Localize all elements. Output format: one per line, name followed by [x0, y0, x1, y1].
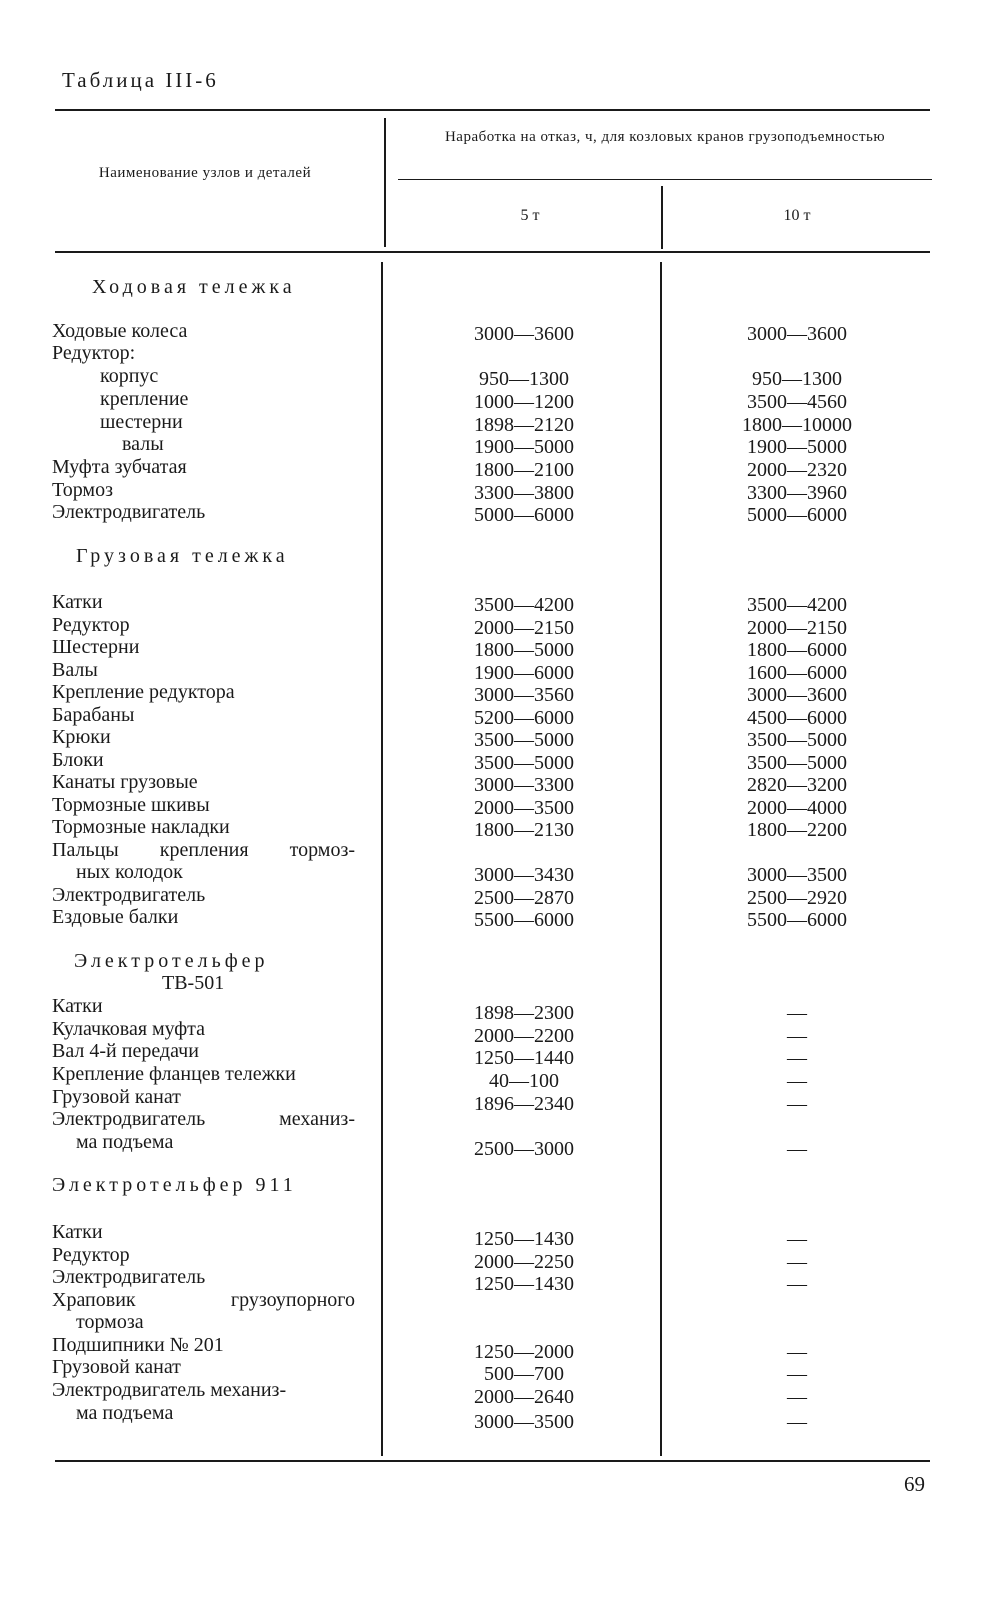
- value-5t: 3500—4200: [474, 594, 574, 616]
- value-10t: 3000—3600: [747, 323, 847, 345]
- row-name: Крепление фланцев тележки: [52, 1063, 296, 1085]
- row-name: Редуктор: [52, 1244, 130, 1266]
- value-5t: 3500—5000: [474, 752, 574, 774]
- row-name: ма подъема: [76, 1402, 174, 1424]
- value-10t: —: [787, 1273, 807, 1295]
- value-10t: —: [787, 1025, 807, 1047]
- row-name: Барабаны: [52, 704, 135, 726]
- value-5t: 40—100: [489, 1070, 559, 1092]
- value-10t: —: [787, 1341, 807, 1363]
- value-5t: 2500—3000: [474, 1138, 574, 1160]
- row-name: Катки: [52, 995, 103, 1017]
- row-name: Грузовой канат: [52, 1086, 181, 1108]
- row-name: Электродвигатель: [52, 1266, 206, 1288]
- value-5t: 2000—2200: [474, 1025, 574, 1047]
- value-5t: 3000—3600: [474, 323, 574, 345]
- value-5t: 1898—2300: [474, 1002, 574, 1024]
- row-name: Блоки: [52, 749, 104, 771]
- value-10t: —: [787, 1047, 807, 1069]
- value-5t: 5500—6000: [474, 909, 574, 931]
- value-5t: 3000—3500: [474, 1411, 574, 1433]
- value-5t: 1250—1430: [474, 1273, 574, 1295]
- row-name: Канаты грузовые: [52, 771, 198, 793]
- value-10t: 1600—6000: [747, 662, 847, 684]
- value-10t: —: [787, 1251, 807, 1273]
- value-10t: 3300—3960: [747, 482, 847, 504]
- row-name: Электродвигатель: [52, 501, 206, 523]
- row-name: Кулачковая муфта: [52, 1018, 206, 1040]
- row-name: Электродвигатель механиз-: [52, 1108, 355, 1130]
- value-5t: 2500—2870: [474, 887, 574, 909]
- row-name: Тормоз: [52, 479, 113, 501]
- row-name: Грузовой канат: [52, 1356, 181, 1378]
- value-5t: 1896—2340: [474, 1093, 574, 1115]
- value-5t: 2000—2150: [474, 617, 574, 639]
- row-name: Редуктор:: [52, 342, 136, 364]
- value-5t: 1250—1440: [474, 1047, 574, 1069]
- row-name: Редуктор: [52, 614, 130, 636]
- section-title: Электротельфер: [74, 950, 269, 972]
- row-name: Подшипники № 201: [52, 1334, 224, 1356]
- value-5t: 500—700: [484, 1363, 564, 1385]
- value-5t: 1900—6000: [474, 662, 574, 684]
- value-10t: 3500—5000: [747, 729, 847, 751]
- section-title: Ходовая тележка: [92, 276, 296, 298]
- value-10t: 3500—4200: [747, 594, 847, 616]
- value-10t: 1800—2200: [747, 819, 847, 841]
- value-5t: 5000—6000: [474, 504, 574, 526]
- value-5t: 1800—5000: [474, 639, 574, 661]
- row-name: Вал 4-й передачи: [52, 1040, 199, 1062]
- value-5t: 1800—2100: [474, 459, 574, 481]
- value-10t: —: [787, 1070, 807, 1092]
- row-name: корпус: [100, 365, 159, 387]
- value-10t: —: [787, 1093, 807, 1115]
- row-name: Катки: [52, 591, 103, 613]
- header-divider-2: [661, 186, 663, 249]
- value-5t: 5200—6000: [474, 707, 574, 729]
- row-name: валы: [122, 433, 164, 455]
- header-divider-1: [384, 118, 386, 247]
- row-name: Крепление редуктора: [52, 681, 235, 703]
- value-10t: 4500—6000: [747, 707, 847, 729]
- value-10t: 3000—3500: [747, 864, 847, 886]
- row-name: Крюки: [52, 726, 111, 748]
- header-bottom-rule: [55, 251, 930, 253]
- row-name: Электродвигатель: [52, 884, 206, 906]
- row-name: крепление: [100, 388, 189, 410]
- value-10t: 5000—6000: [747, 504, 847, 526]
- row-name: Шестерни: [52, 636, 140, 658]
- row-name: Пальцы крепления тормоз-: [52, 839, 355, 861]
- value-5t: 1800—2130: [474, 819, 574, 841]
- row-name: Валы: [52, 659, 98, 681]
- row-name: Катки: [52, 1221, 103, 1243]
- value-10t: 3000—3600: [747, 684, 847, 706]
- value-5t: 3500—5000: [474, 729, 574, 751]
- value-10t: —: [787, 1228, 807, 1250]
- value-10t: —: [787, 1138, 807, 1160]
- value-10t: —: [787, 1386, 807, 1408]
- value-5t: 3000—3560: [474, 684, 574, 706]
- value-10t: 1900—5000: [747, 436, 847, 458]
- row-name: Муфта зубчатая: [52, 456, 187, 478]
- value-5t: 1898—2120: [474, 414, 574, 436]
- value-10t: 2500—2920: [747, 887, 847, 909]
- row-name: Храповик грузоупорного: [52, 1289, 355, 1311]
- row-name: Тормозные шкивы: [52, 794, 210, 816]
- value-5t: 1000—1200: [474, 391, 574, 413]
- bottom-rule: [55, 1460, 930, 1462]
- value-10t: 2000—2320: [747, 459, 847, 481]
- value-5t: 950—1300: [479, 368, 569, 390]
- value-10t: 1800—10000: [742, 414, 852, 436]
- top-rule: [55, 109, 930, 111]
- row-name: Ходовые колеса: [52, 320, 188, 342]
- value-10t: —: [787, 1002, 807, 1024]
- value-10t: —: [787, 1411, 807, 1433]
- value-5t: 3300—3800: [474, 482, 574, 504]
- value-10t: 3500—5000: [747, 752, 847, 774]
- value-5t: 1250—2000: [474, 1341, 574, 1363]
- row-name: Тормозные накладки: [52, 816, 230, 838]
- value-10t: 1800—6000: [747, 639, 847, 661]
- row-name: ных колодок: [76, 861, 183, 883]
- header-col-5t: 5 т: [520, 207, 540, 224]
- value-10t: —: [787, 1363, 807, 1385]
- row-name: шестерни: [100, 411, 183, 433]
- value-5t: 3000—3430: [474, 864, 574, 886]
- value-10t: 2000—4000: [747, 797, 847, 819]
- page-number: 69: [904, 1472, 925, 1496]
- value-10t: 2000—2150: [747, 617, 847, 639]
- section-title: ТВ-501: [162, 972, 225, 994]
- section-title: Грузовая тележка: [76, 545, 289, 567]
- row-name: тормоза: [76, 1311, 144, 1333]
- value-5t: 2000—2250: [474, 1251, 574, 1273]
- header-col-10t: 10 т: [783, 207, 811, 224]
- value-5t: 2000—2640: [474, 1386, 574, 1408]
- value-10t: 3500—4560: [747, 391, 847, 413]
- row-name: Ездовые балки: [52, 906, 179, 928]
- row-name: ма подъема: [76, 1131, 174, 1153]
- value-5t: 3000—3300: [474, 774, 574, 796]
- table-caption: Таблица III-6: [62, 68, 219, 92]
- header-group-title: Наработка на отказ, ч, для козловых кранов грузоподъемностью: [444, 129, 886, 145]
- header-mid-rule: [398, 179, 932, 180]
- value-10t: 950—1300: [752, 368, 842, 390]
- value-10t: 2820—3200: [747, 774, 847, 796]
- value-5t: 1250—1430: [474, 1228, 574, 1250]
- section-title: Электротельфер 911: [52, 1174, 297, 1196]
- row-name: Электродвигатель механиз-: [52, 1379, 287, 1401]
- value-5t: 2000—3500: [474, 797, 574, 819]
- header-name-column: Наименование узлов и деталей: [98, 165, 312, 181]
- value-10t: 5500—6000: [747, 909, 847, 931]
- value-5t: 1900—5000: [474, 436, 574, 458]
